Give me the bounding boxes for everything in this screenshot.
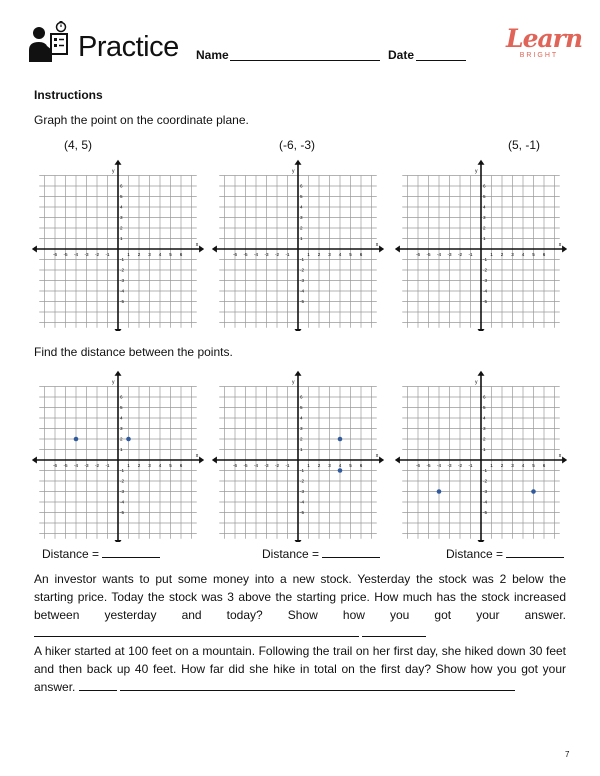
y-tick-label: -3 bbox=[483, 489, 488, 495]
coordinate-grid-6[interactable] bbox=[395, 366, 567, 542]
x-tick-label: 6 bbox=[359, 463, 363, 468]
answer-line[interactable] bbox=[120, 679, 515, 691]
x-axis-label: x bbox=[558, 242, 562, 248]
y-tick-label: -3 bbox=[120, 489, 125, 495]
coordinate-grid-5[interactable] bbox=[212, 366, 384, 542]
x-tick-label: -4 bbox=[73, 463, 79, 468]
y-tick-label: 6 bbox=[300, 394, 303, 400]
plotted-point bbox=[74, 437, 79, 442]
y-tick-label: 3 bbox=[300, 426, 303, 432]
x-tick-label: 5 bbox=[169, 463, 172, 468]
x-tick-label: -6 bbox=[232, 463, 238, 468]
arrowhead bbox=[562, 246, 567, 253]
word-problem-1-text: An investor wants to put some money into a new stock. Yesterday the stock was 2 below the starting price. Today the stock was 3 above the starting price. How much has the stock increased between yesterday and today? Show how you got your answer. bbox=[34, 572, 566, 622]
y-tick-label: -2 bbox=[120, 267, 125, 273]
y-tick-label: 1 bbox=[483, 447, 486, 453]
arrowhead bbox=[32, 457, 37, 464]
arrowhead bbox=[395, 457, 400, 464]
arrowhead bbox=[295, 329, 302, 331]
x-tick-label: 1 bbox=[490, 463, 493, 468]
y-tick-label: -4 bbox=[120, 288, 125, 294]
x-tick-label: -3 bbox=[447, 252, 452, 257]
x-tick-label: 6 bbox=[542, 252, 546, 257]
x-tick-label: 2 bbox=[317, 463, 321, 468]
arrowhead bbox=[295, 371, 302, 376]
x-tick-label: 6 bbox=[179, 463, 183, 468]
distance-label: Distance = bbox=[42, 547, 100, 561]
x-tick-label: -4 bbox=[436, 252, 442, 257]
y-tick-label: 2 bbox=[120, 436, 123, 442]
answer-line[interactable] bbox=[362, 625, 426, 637]
x-tick-label: -5 bbox=[63, 463, 68, 468]
x-tick-label: 1 bbox=[307, 252, 310, 257]
x-tick-label: -3 bbox=[264, 463, 269, 468]
distance-blank[interactable] bbox=[322, 546, 380, 558]
y-tick-label: -5 bbox=[300, 299, 305, 305]
teacher-icon bbox=[28, 20, 72, 64]
arrowhead bbox=[115, 540, 122, 542]
plotted-point bbox=[338, 437, 343, 442]
y-tick-label: 6 bbox=[300, 183, 303, 189]
name-label: Name bbox=[196, 48, 229, 62]
x-tick-label: -1 bbox=[285, 463, 290, 468]
arrowhead bbox=[212, 246, 217, 253]
arrowhead bbox=[478, 540, 485, 542]
learn-bright-logo bbox=[506, 24, 583, 59]
distance-label: Distance = bbox=[446, 547, 504, 561]
y-tick-label: -5 bbox=[120, 510, 125, 516]
x-axis-label: x bbox=[195, 242, 199, 248]
x-tick-label: -6 bbox=[415, 463, 421, 468]
x-tick-label: 3 bbox=[148, 463, 151, 468]
point-label-3: (5, -1) bbox=[508, 138, 541, 152]
arrowhead bbox=[379, 457, 384, 464]
y-tick-label: -4 bbox=[300, 288, 305, 294]
x-tick-label: -3 bbox=[264, 252, 269, 257]
x-tick-label: -5 bbox=[243, 252, 248, 257]
y-tick-label: 5 bbox=[483, 405, 486, 411]
arrowhead bbox=[199, 457, 204, 464]
y-tick-label: -5 bbox=[300, 510, 305, 516]
x-tick-label: -1 bbox=[468, 252, 473, 257]
y-tick-label: -3 bbox=[300, 489, 305, 495]
x-tick-label: -5 bbox=[243, 463, 248, 468]
x-tick-label: -1 bbox=[285, 252, 290, 257]
y-tick-label: -2 bbox=[120, 478, 125, 484]
x-tick-label: -4 bbox=[436, 463, 442, 468]
instructions-heading: Instructions bbox=[34, 88, 103, 102]
distance-label: Distance = bbox=[262, 547, 320, 561]
y-tick-label: 4 bbox=[483, 415, 486, 421]
y-tick-label: 3 bbox=[483, 215, 486, 221]
x-tick-label: -6 bbox=[52, 463, 58, 468]
section1-prompt: Graph the point on the coordinate plane. bbox=[34, 113, 249, 127]
date-label: Date bbox=[388, 48, 415, 62]
y-tick-label: 6 bbox=[120, 394, 123, 400]
x-tick-label: -1 bbox=[468, 463, 473, 468]
x-tick-label: 6 bbox=[359, 252, 363, 257]
x-tick-label: -6 bbox=[232, 252, 238, 257]
y-tick-label: 1 bbox=[300, 236, 303, 242]
y-tick-label: 4 bbox=[300, 415, 303, 421]
distance-blank[interactable] bbox=[506, 546, 564, 558]
y-tick-label: -1 bbox=[300, 468, 305, 474]
x-tick-label: 6 bbox=[542, 463, 546, 468]
x-tick-label: -2 bbox=[94, 463, 100, 468]
x-tick-label: 3 bbox=[328, 463, 331, 468]
arrowhead bbox=[295, 540, 302, 542]
arrowhead bbox=[115, 329, 122, 331]
x-tick-label: -6 bbox=[52, 252, 58, 257]
x-tick-label: 4 bbox=[521, 252, 525, 257]
x-tick-label: 4 bbox=[521, 463, 525, 468]
x-tick-label: 5 bbox=[169, 252, 172, 257]
x-tick-label: -2 bbox=[457, 252, 463, 257]
y-tick-label: 5 bbox=[300, 194, 303, 200]
x-tick-label: -5 bbox=[426, 463, 431, 468]
x-tick-label: 3 bbox=[511, 463, 514, 468]
x-tick-label: 1 bbox=[127, 252, 130, 257]
y-axis-label: y bbox=[475, 379, 478, 386]
word-problem-2 bbox=[34, 642, 566, 696]
y-tick-label: -1 bbox=[120, 468, 125, 474]
x-tick-label: 2 bbox=[500, 252, 504, 257]
arrowhead bbox=[379, 246, 384, 253]
x-tick-label: -5 bbox=[63, 252, 68, 257]
y-axis-label: y bbox=[475, 168, 478, 175]
x-tick-label: 3 bbox=[148, 252, 151, 257]
x-tick-label: -3 bbox=[84, 463, 89, 468]
x-tick-label: 1 bbox=[127, 463, 130, 468]
y-tick-label: 2 bbox=[483, 225, 486, 231]
x-tick-label: -4 bbox=[253, 252, 259, 257]
name-field[interactable] bbox=[230, 60, 380, 61]
logo-word: Learn bbox=[506, 24, 583, 53]
x-axis-label: x bbox=[195, 453, 199, 459]
coordinate-grid-3[interactable] bbox=[395, 155, 567, 331]
x-tick-label: 5 bbox=[349, 252, 352, 257]
distance-answer-3[interactable] bbox=[446, 546, 564, 561]
y-tick-label: -4 bbox=[483, 499, 488, 505]
y-tick-label: -5 bbox=[483, 510, 488, 516]
y-tick-label: -1 bbox=[483, 468, 488, 474]
x-tick-label: -5 bbox=[426, 252, 431, 257]
x-tick-label: 3 bbox=[511, 252, 514, 257]
x-tick-label: 4 bbox=[338, 252, 342, 257]
y-axis-label: y bbox=[292, 379, 295, 386]
y-axis-label: y bbox=[112, 379, 115, 386]
y-tick-label: -1 bbox=[300, 257, 305, 263]
y-tick-label: 4 bbox=[483, 204, 486, 210]
y-tick-label: 2 bbox=[300, 436, 303, 442]
y-tick-label: 3 bbox=[300, 215, 303, 221]
x-tick-label: 4 bbox=[338, 463, 342, 468]
y-tick-label: -4 bbox=[300, 499, 305, 505]
logo-sub: BRIGHT bbox=[519, 52, 559, 59]
x-tick-label: -2 bbox=[274, 463, 280, 468]
plotted-point bbox=[531, 489, 536, 494]
arrowhead bbox=[395, 246, 400, 253]
x-tick-label: 5 bbox=[532, 252, 535, 257]
point-label-2: (-6, -3) bbox=[279, 138, 315, 152]
y-axis-label: y bbox=[112, 168, 115, 175]
x-tick-label: -1 bbox=[105, 252, 110, 257]
arrowhead bbox=[295, 160, 302, 165]
y-tick-label: 1 bbox=[300, 447, 303, 453]
date-field[interactable] bbox=[416, 60, 466, 61]
y-tick-label: 5 bbox=[120, 405, 123, 411]
y-tick-label: 1 bbox=[120, 447, 123, 453]
x-axis-label: x bbox=[375, 242, 379, 248]
arrowhead bbox=[199, 246, 204, 253]
x-axis-label: x bbox=[375, 453, 379, 459]
arrowhead bbox=[478, 371, 485, 376]
arrowhead bbox=[32, 246, 37, 253]
answer-line[interactable] bbox=[34, 625, 359, 637]
x-tick-label: 5 bbox=[349, 463, 352, 468]
plotted-point bbox=[126, 437, 131, 442]
y-tick-label: 2 bbox=[483, 436, 486, 442]
y-tick-label: -1 bbox=[120, 257, 125, 263]
x-axis-label: x bbox=[558, 453, 562, 459]
y-tick-label: 6 bbox=[483, 183, 486, 189]
arrowhead bbox=[115, 371, 122, 376]
y-tick-label: 6 bbox=[120, 183, 123, 189]
page-title: Practice bbox=[78, 31, 179, 63]
plotted-point bbox=[338, 468, 343, 473]
y-tick-label: -5 bbox=[120, 299, 125, 305]
x-tick-label: -2 bbox=[457, 463, 463, 468]
y-tick-label: -1 bbox=[483, 257, 488, 263]
y-tick-label: 6 bbox=[483, 394, 486, 400]
y-tick-label: 4 bbox=[300, 204, 303, 210]
y-tick-label: 2 bbox=[120, 225, 123, 231]
arrowhead bbox=[478, 329, 485, 331]
x-tick-label: -4 bbox=[253, 463, 259, 468]
y-tick-label: -3 bbox=[483, 278, 488, 284]
distance-answer-2[interactable] bbox=[262, 546, 380, 561]
y-tick-label: 1 bbox=[483, 236, 486, 242]
y-tick-label: -2 bbox=[300, 267, 305, 273]
y-tick-label: -2 bbox=[483, 267, 488, 273]
plotted-point bbox=[437, 489, 442, 494]
x-tick-label: 3 bbox=[328, 252, 331, 257]
y-tick-label: 4 bbox=[120, 415, 123, 421]
y-tick-label: 2 bbox=[300, 225, 303, 231]
coordinate-grid-2[interactable] bbox=[212, 155, 384, 331]
x-tick-label: 4 bbox=[158, 463, 162, 468]
word-problem-1 bbox=[34, 570, 566, 642]
x-tick-label: -4 bbox=[73, 252, 79, 257]
x-tick-label: -6 bbox=[415, 252, 421, 257]
arrowhead bbox=[212, 457, 217, 464]
y-tick-label: 5 bbox=[300, 405, 303, 411]
x-tick-label: -3 bbox=[447, 463, 452, 468]
distance-answer-1[interactable] bbox=[42, 546, 160, 561]
x-tick-label: 2 bbox=[500, 463, 504, 468]
y-tick-label: 5 bbox=[483, 194, 486, 200]
point-label-1: (4, 5) bbox=[64, 138, 93, 152]
y-tick-label: 1 bbox=[120, 236, 123, 242]
y-tick-label: 5 bbox=[120, 194, 123, 200]
y-tick-label: -3 bbox=[120, 278, 125, 284]
word-problem-2-text: A hiker started at 100 feet on a mountain. Following the trail on her first day, she hiked down 30 feet and then back up 40 feet. How far did she hike in total on the first day? Show how you got your answer. bbox=[34, 644, 566, 694]
x-tick-label: 1 bbox=[490, 252, 493, 257]
y-tick-label: 4 bbox=[120, 204, 123, 210]
y-tick-label: 3 bbox=[120, 215, 123, 221]
x-tick-label: 2 bbox=[137, 463, 141, 468]
x-tick-label: 6 bbox=[179, 252, 183, 257]
x-tick-label: -3 bbox=[84, 252, 89, 257]
y-tick-label: -4 bbox=[120, 499, 125, 505]
y-tick-label: -5 bbox=[483, 299, 488, 305]
x-tick-label: 4 bbox=[158, 252, 162, 257]
y-tick-label: 3 bbox=[483, 426, 486, 432]
arrowhead bbox=[478, 160, 485, 165]
x-tick-label: 2 bbox=[317, 252, 321, 257]
coordinate-grid-1[interactable] bbox=[32, 155, 204, 331]
distance-blank[interactable] bbox=[102, 546, 160, 558]
answer-line[interactable] bbox=[79, 679, 117, 691]
y-axis-label: y bbox=[292, 168, 295, 175]
coordinate-grid-4[interactable] bbox=[32, 366, 204, 542]
x-tick-label: -2 bbox=[274, 252, 280, 257]
x-tick-label: 1 bbox=[307, 463, 310, 468]
section2-prompt: Find the distance between the points. bbox=[34, 345, 233, 359]
x-tick-label: -1 bbox=[105, 463, 110, 468]
y-tick-label: -2 bbox=[300, 478, 305, 484]
y-tick-label: -2 bbox=[483, 478, 488, 484]
x-tick-label: -2 bbox=[94, 252, 100, 257]
y-tick-label: -4 bbox=[483, 288, 488, 294]
y-tick-label: 3 bbox=[120, 426, 123, 432]
arrowhead bbox=[115, 160, 122, 165]
y-tick-label: -3 bbox=[300, 278, 305, 284]
arrowhead bbox=[562, 457, 567, 464]
page-number: 7 bbox=[565, 750, 570, 759]
x-tick-label: 5 bbox=[532, 463, 535, 468]
x-tick-label: 2 bbox=[137, 252, 141, 257]
